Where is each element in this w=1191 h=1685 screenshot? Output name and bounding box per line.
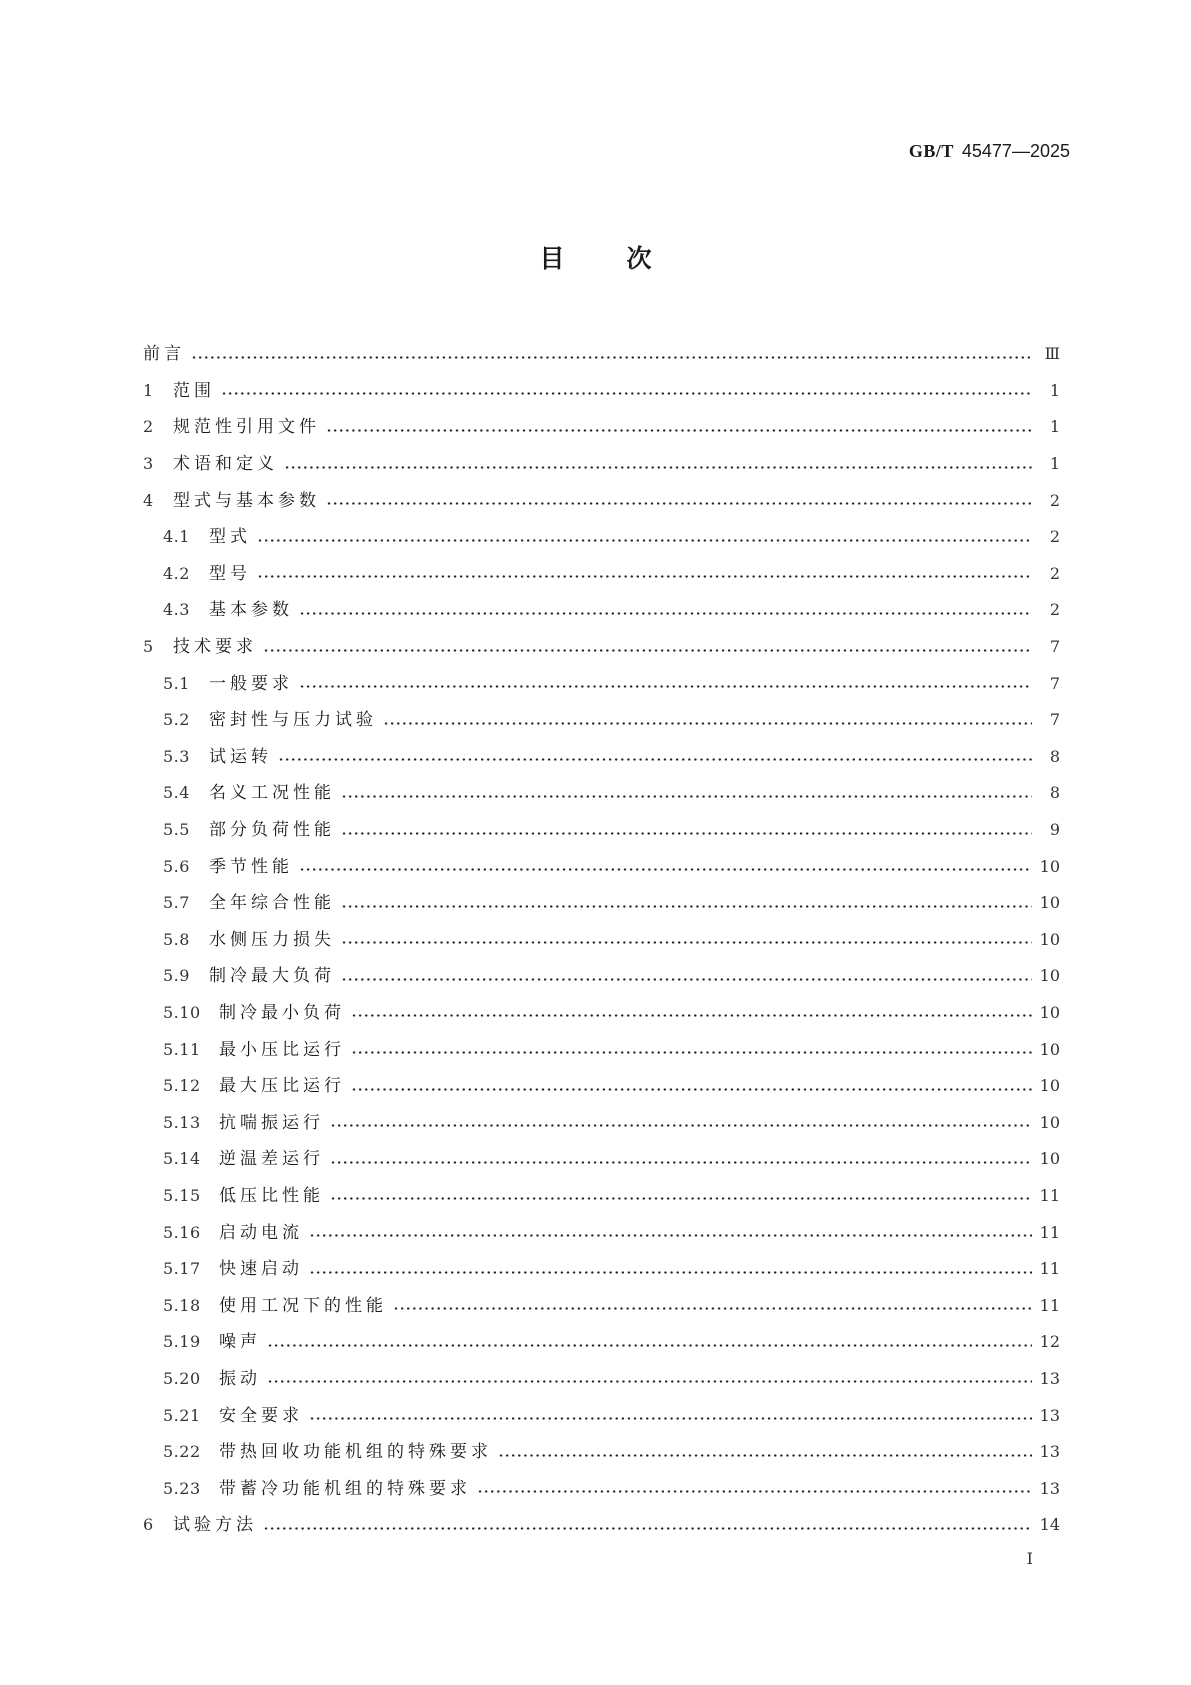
toc-entry-label: 型式与基本参数 xyxy=(173,490,320,511)
leader-dots xyxy=(267,1380,1032,1383)
toc-entry-5-16[interactable] xyxy=(143,1214,1060,1251)
leader-dots xyxy=(257,575,1032,578)
toc-entry-label: 水侧压力损失 xyxy=(209,929,335,950)
toc-entry-3[interactable] xyxy=(143,446,1060,483)
toc-entry-5-5[interactable] xyxy=(143,812,1060,849)
toc-entry-page: 11 xyxy=(1039,1295,1060,1315)
leader-dots xyxy=(267,1344,1032,1347)
toc-entry-page: 11 xyxy=(1039,1185,1060,1205)
toc-entry-label: 最大压比运行 xyxy=(219,1076,345,1097)
toc-entry-page: 7 xyxy=(1049,710,1060,730)
toc-entry-page: 7 xyxy=(1049,673,1060,693)
toc-entry-5-3[interactable] xyxy=(143,739,1060,776)
toc-entry-page: 10 xyxy=(1039,1076,1060,1096)
toc-entry-5-20[interactable] xyxy=(143,1361,1060,1398)
standard-prefix: GB/T xyxy=(908,141,954,161)
leader-dots xyxy=(351,1051,1032,1054)
toc-entry-number: 4.2 xyxy=(163,563,190,583)
toc-entry-number: 5.8 xyxy=(163,929,190,949)
toc-entry-page: 13 xyxy=(1039,1368,1060,1388)
toc-entry-5-22[interactable] xyxy=(143,1434,1060,1471)
toc-entry-page: 10 xyxy=(1039,893,1060,913)
toc-entry-number: 5.17 xyxy=(163,1259,201,1279)
toc-entry-label: 型号 xyxy=(209,563,251,584)
toc-entry-label: 季节性能 xyxy=(209,856,293,877)
leader-dots xyxy=(299,868,1032,871)
leader-dots xyxy=(263,1527,1032,1530)
leader-dots xyxy=(299,685,1032,688)
toc-entry-label: 振动 xyxy=(219,1368,261,1389)
toc-entry-page: 2 xyxy=(1049,563,1060,583)
toc-entry-5-17[interactable] xyxy=(143,1251,1060,1288)
toc-entry-page: 10 xyxy=(1039,1002,1060,1022)
toc-entry-5-2[interactable] xyxy=(143,702,1060,739)
toc-entry-5-9[interactable] xyxy=(143,958,1060,995)
toc-entry-number: 5.15 xyxy=(163,1185,201,1205)
leader-dots xyxy=(284,466,1032,469)
toc-entry-number: 4 xyxy=(143,490,154,510)
toc-entry-page: 13 xyxy=(1039,1478,1060,1498)
toc-entry-label: 带蓄冷功能机组的特殊要求 xyxy=(219,1478,471,1499)
toc-entry-label: 技术要求 xyxy=(173,637,257,658)
toc-entry-number: 4.3 xyxy=(163,600,190,620)
toc-entry-5-11[interactable] xyxy=(143,1031,1060,1068)
toc-entry-number: 5.7 xyxy=(163,893,190,913)
toc-entry-label: 低压比性能 xyxy=(219,1185,324,1206)
toc-entry-label: 逆温差运行 xyxy=(219,1149,324,1170)
toc-entry-number: 5.22 xyxy=(163,1442,201,1462)
toc-entry-label: 一般要求 xyxy=(209,673,293,694)
toc-entry-page: 10 xyxy=(1039,1149,1060,1169)
leader-dots xyxy=(341,832,1032,835)
toc-entry-page: 2 xyxy=(1049,527,1060,547)
toc-entry-5-1[interactable] xyxy=(143,665,1060,702)
toc-entry-page: 12 xyxy=(1039,1332,1060,1352)
toc-entry-number: 5 xyxy=(143,637,154,657)
toc-entry-number: 5.2 xyxy=(163,710,190,730)
toc-entry-page: 2 xyxy=(1049,600,1060,620)
toc-entry-5-4[interactable] xyxy=(143,775,1060,812)
leader-dots xyxy=(477,1490,1032,1493)
toc-entry-label: 密封性与压力试验 xyxy=(209,710,377,731)
toc-entry-number: 5.18 xyxy=(163,1295,201,1315)
toc-entry-number: 5.13 xyxy=(163,1112,201,1132)
toc-entry-page: Ⅲ xyxy=(1044,344,1060,364)
toc-entry-5-13[interactable] xyxy=(143,1104,1060,1141)
leader-dots xyxy=(263,649,1032,652)
toc-entry-label: 术语和定义 xyxy=(173,454,278,475)
toc-entry-number: 6 xyxy=(143,1515,154,1535)
toc-entry-page: 1 xyxy=(1049,417,1060,437)
toc-entry-number: 5.19 xyxy=(163,1332,201,1352)
standard-number: 45477—2025 xyxy=(961,141,1070,161)
toc-entry-number: 5.11 xyxy=(163,1039,201,1059)
toc-entry-page: 8 xyxy=(1049,783,1060,803)
toc-entry-label: 基本参数 xyxy=(209,600,293,621)
toc-entry-label: 名义工况性能 xyxy=(209,783,335,804)
toc-entry-label: 启动电流 xyxy=(219,1222,303,1243)
toc-entry-5-6[interactable] xyxy=(143,848,1060,885)
toc-entry-number: 5.4 xyxy=(163,783,190,803)
page-number: I xyxy=(1026,1549,1033,1568)
toc-entry-page: 10 xyxy=(1039,1112,1060,1132)
title-char-1: 目 xyxy=(539,244,565,273)
leader-dots xyxy=(326,502,1032,505)
toc-entry-foreword[interactable] xyxy=(143,336,1060,373)
toc-entry-label: 抗喘振运行 xyxy=(219,1112,324,1133)
leader-dots xyxy=(309,1271,1032,1274)
toc-entry-number: 2 xyxy=(143,417,154,437)
leader-dots xyxy=(299,612,1032,615)
toc-entry-5-23[interactable] xyxy=(143,1470,1060,1507)
leader-dots xyxy=(221,392,1032,395)
title-char-2: 次 xyxy=(626,244,652,273)
toc-entry-5-15[interactable] xyxy=(143,1178,1060,1215)
toc-entry-5-7[interactable] xyxy=(143,885,1060,922)
toc-entry-number: 5.12 xyxy=(163,1076,201,1096)
toc-entry-5-8[interactable] xyxy=(143,922,1060,959)
toc-entry-number: 5.3 xyxy=(163,746,190,766)
toc-entry-page: 14 xyxy=(1039,1515,1060,1535)
toc-entry-5-14[interactable] xyxy=(143,1141,1060,1178)
toc-entry-number: 5.9 xyxy=(163,966,190,986)
toc-entry-number: 5.6 xyxy=(163,856,190,876)
toc-entry-number: 3 xyxy=(143,454,154,474)
toc-entry-page: 13 xyxy=(1039,1405,1060,1425)
toc-entry-2[interactable] xyxy=(143,409,1060,446)
toc-entry-number: 5.16 xyxy=(163,1222,201,1242)
leader-dots xyxy=(341,941,1032,944)
toc-entry-page: 1 xyxy=(1049,454,1060,474)
leader-dots xyxy=(330,1197,1032,1200)
toc-entry-label: 噪声 xyxy=(219,1332,261,1353)
toc-entry-page: 10 xyxy=(1039,856,1060,876)
leader-dots xyxy=(330,1124,1032,1127)
standard-code xyxy=(909,139,1070,164)
toc-entry-5-19[interactable] xyxy=(143,1324,1060,1361)
toc-entry-label: 部分负荷性能 xyxy=(209,820,335,841)
toc-entry-6[interactable] xyxy=(143,1507,1060,1544)
toc-entry-1[interactable] xyxy=(143,373,1060,410)
leader-dots xyxy=(383,722,1032,725)
toc-entry-label: 制冷最小负荷 xyxy=(219,1002,345,1023)
toc-entry-page: 11 xyxy=(1039,1259,1060,1279)
leader-dots xyxy=(341,905,1032,908)
toc-entry-label: 试运转 xyxy=(209,746,272,767)
toc-entry-4-3[interactable] xyxy=(143,592,1060,629)
toc-entry-label: 型式 xyxy=(209,527,251,548)
table-of-contents xyxy=(143,336,1060,1544)
toc-entry-label: 前言 xyxy=(143,344,185,365)
leader-dots xyxy=(330,1161,1032,1164)
toc-entry-page: 10 xyxy=(1039,966,1060,986)
toc-entry-page: 11 xyxy=(1039,1222,1060,1242)
toc-entry-page: 10 xyxy=(1039,929,1060,949)
toc-entry-page: 8 xyxy=(1049,746,1060,766)
toc-entry-4-1[interactable] xyxy=(143,519,1060,556)
leader-dots xyxy=(191,356,1032,359)
toc-entry-label: 规范性引用文件 xyxy=(173,417,320,438)
toc-entry-label: 制冷最大负荷 xyxy=(209,966,335,987)
toc-entry-page: 2 xyxy=(1049,490,1060,510)
leader-dots xyxy=(341,978,1032,981)
toc-entry-4-2[interactable] xyxy=(143,556,1060,593)
toc-entry-label: 快速启动 xyxy=(219,1259,303,1280)
toc-entry-page: 10 xyxy=(1039,1039,1060,1059)
toc-entry-number: 5.23 xyxy=(163,1478,201,1498)
leader-dots xyxy=(393,1307,1032,1310)
leader-dots xyxy=(309,1234,1032,1237)
toc-entry-number: 1 xyxy=(143,380,154,400)
toc-entry-label: 安全要求 xyxy=(219,1405,303,1426)
toc-entry-5-18[interactable] xyxy=(143,1287,1060,1324)
toc-entry-label: 带热回收功能机组的特殊要求 xyxy=(219,1442,492,1463)
toc-entry-page: 9 xyxy=(1049,820,1060,840)
toc-entry-5-12[interactable] xyxy=(143,1068,1060,1105)
toc-entry-number: 5.20 xyxy=(163,1368,201,1388)
toc-entry-page: 13 xyxy=(1039,1442,1060,1462)
leader-dots xyxy=(341,795,1032,798)
leader-dots xyxy=(257,539,1032,542)
toc-entry-4[interactable] xyxy=(143,482,1060,519)
toc-entry-label: 范围 xyxy=(173,380,215,401)
toc-entry-number: 5.14 xyxy=(163,1149,201,1169)
toc-entry-label: 最小压比运行 xyxy=(219,1039,345,1060)
toc-entry-number: 5.5 xyxy=(163,820,190,840)
page-title xyxy=(0,242,1191,276)
toc-entry-page: 7 xyxy=(1049,637,1060,657)
toc-entry-5-10[interactable] xyxy=(143,995,1060,1032)
toc-entry-page: 1 xyxy=(1049,380,1060,400)
toc-entry-label: 使用工况下的性能 xyxy=(219,1295,387,1316)
leader-dots xyxy=(351,1014,1032,1017)
toc-entry-label: 全年综合性能 xyxy=(209,893,335,914)
toc-entry-number: 5.1 xyxy=(163,673,190,693)
toc-entry-5-21[interactable] xyxy=(143,1397,1060,1434)
toc-entry-number: 5.10 xyxy=(163,1002,201,1022)
leader-dots xyxy=(309,1417,1032,1420)
leader-dots xyxy=(326,429,1032,432)
toc-entry-number: 5.21 xyxy=(163,1405,201,1425)
leader-dots xyxy=(498,1454,1032,1457)
toc-entry-number: 4.1 xyxy=(163,527,190,547)
toc-entry-label: 试验方法 xyxy=(173,1515,257,1536)
leader-dots xyxy=(351,1088,1032,1091)
toc-entry-5[interactable] xyxy=(143,629,1060,666)
leader-dots xyxy=(278,758,1032,761)
